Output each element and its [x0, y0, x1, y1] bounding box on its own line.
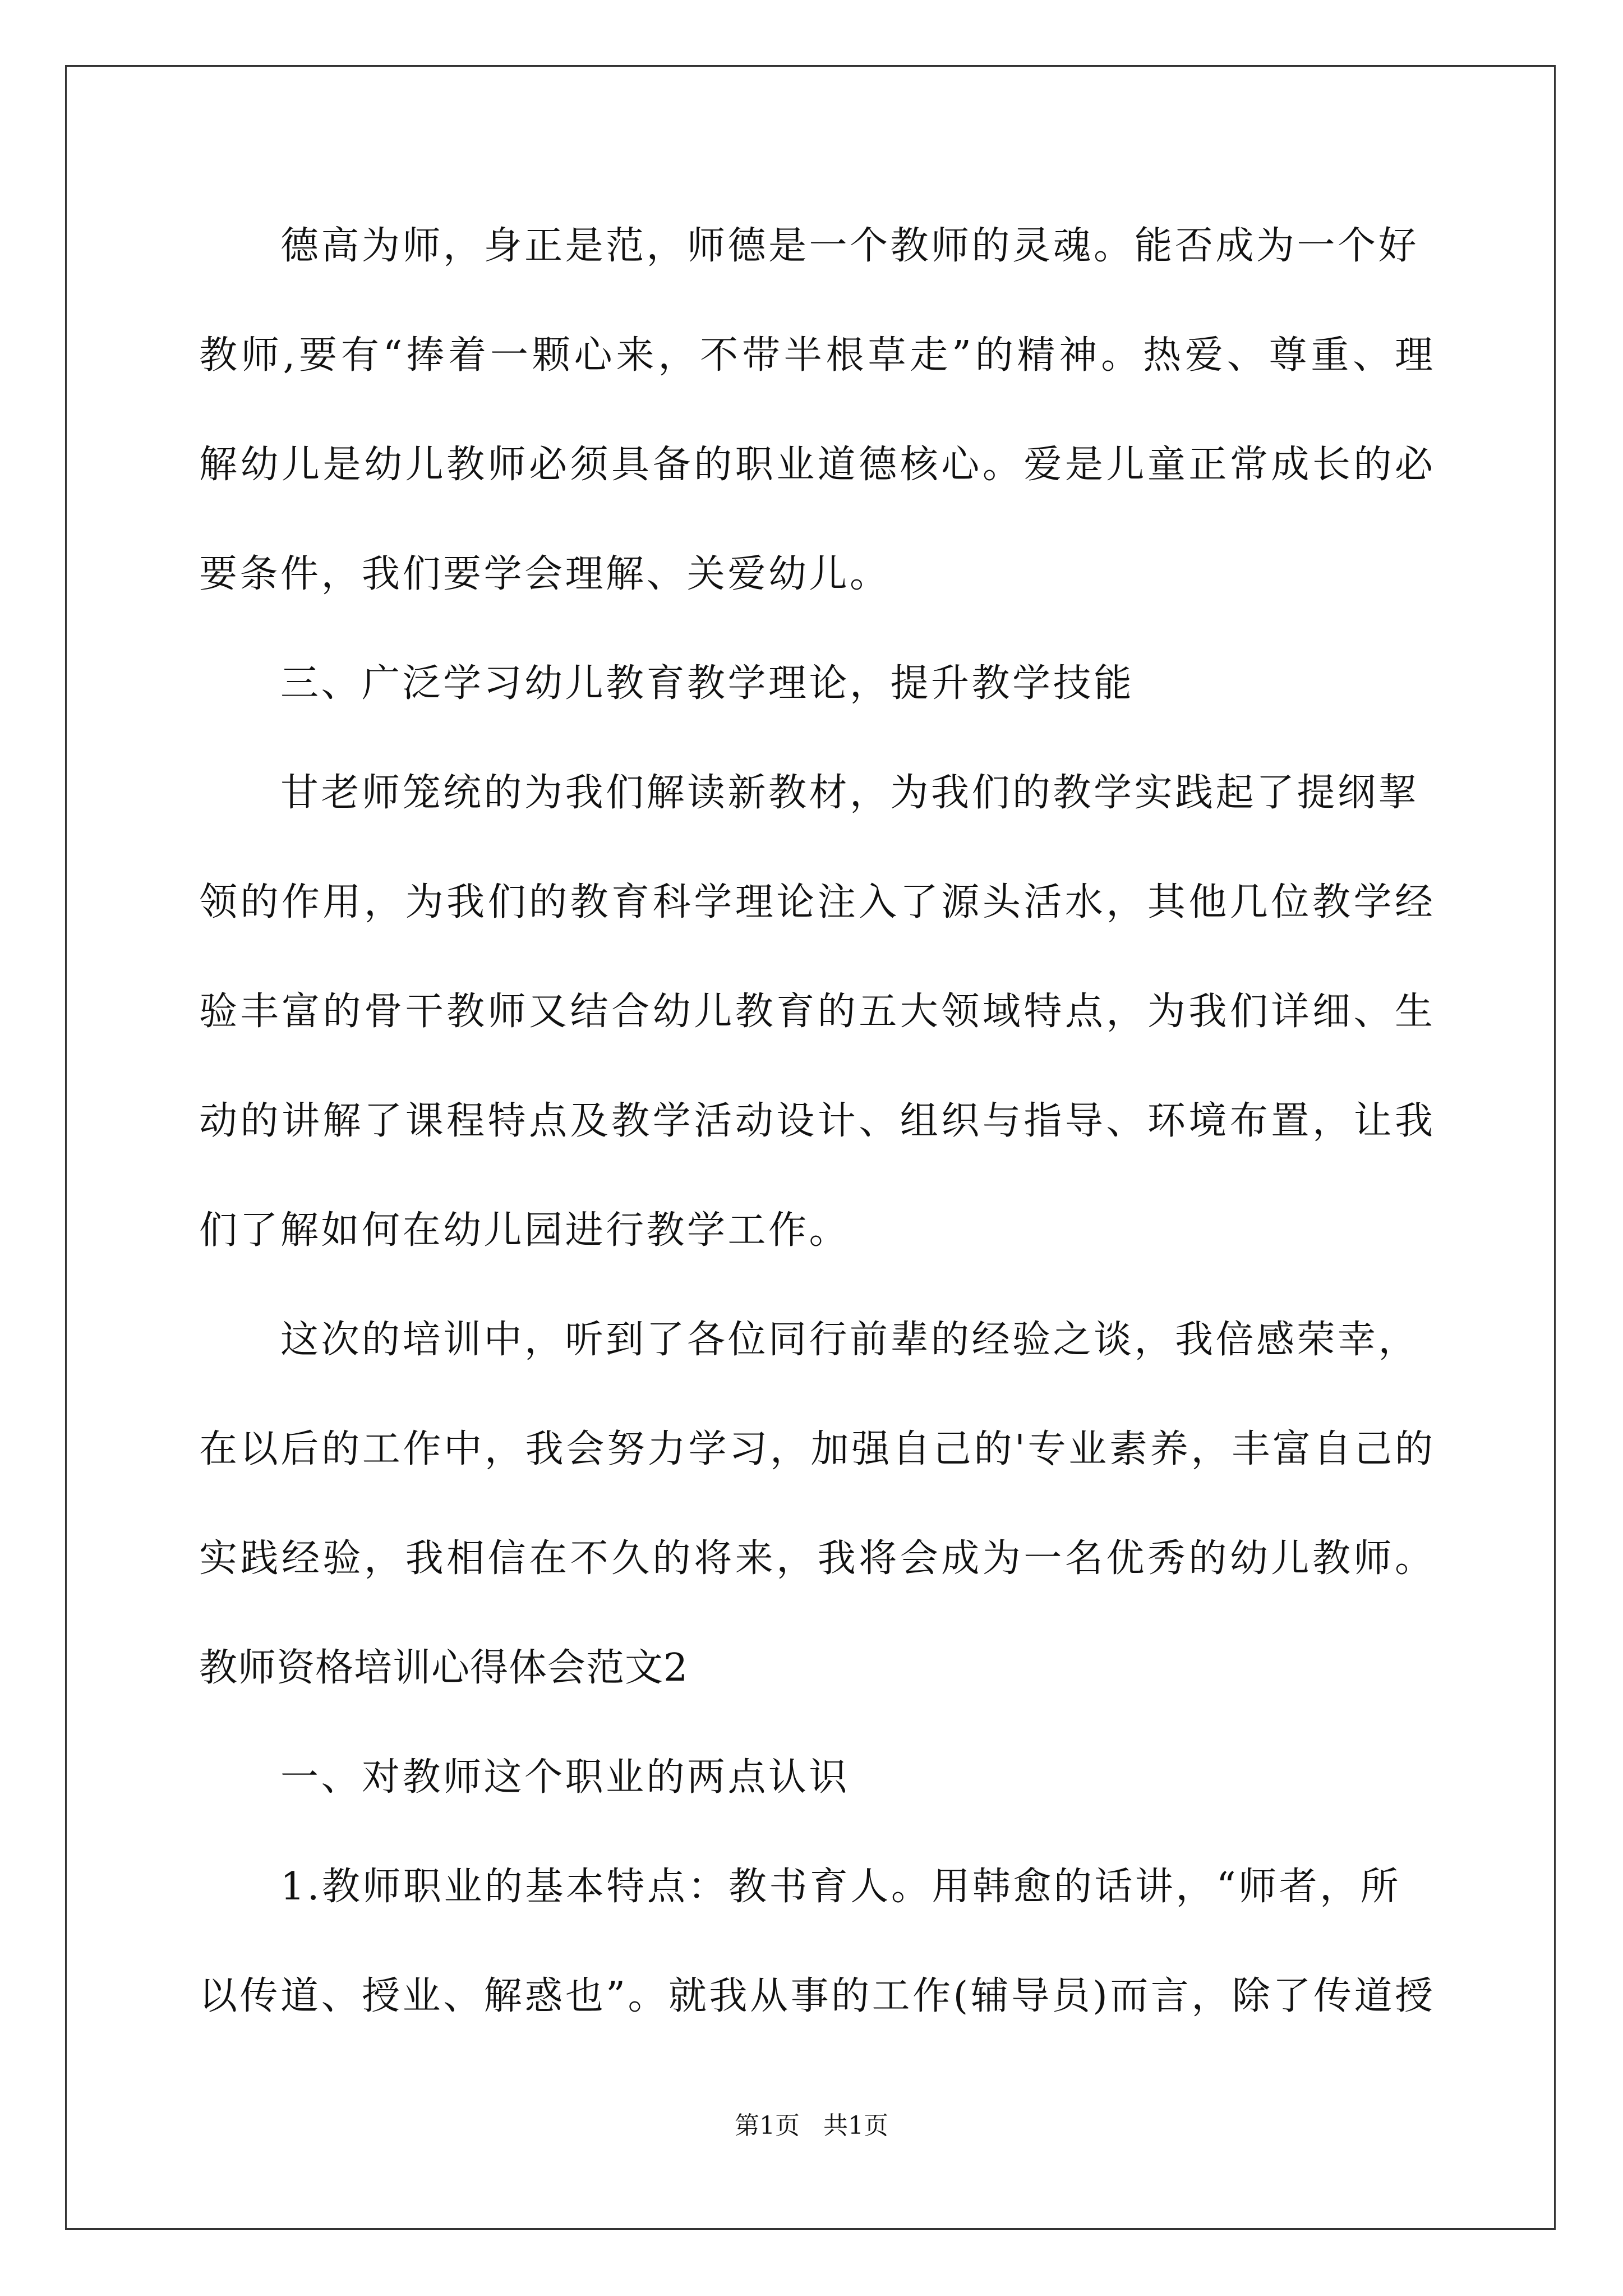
paragraph-line: 们了解如何在幼儿园进行教学工作。: [199, 1208, 850, 1253]
paragraph-line: 以传道、授业、解惑也”。就我从事的工作(辅导员)而言，除了传道授: [199, 1974, 1433, 2018]
section-heading: 三、广泛学习幼儿教育教学理论，提升教学技能: [280, 661, 1135, 706]
page-number: 第1页: [735, 2111, 800, 2140]
paragraph-line: 教师,要有“捧着一颗心来，不带半根草走”的精神。热爱、尊重、理: [199, 333, 1433, 378]
page-footer: [0, 2111, 1623, 2140]
paragraph-line: 动的讲解了课程特点及教学活动设计、组织与指导、环境布置，让我: [199, 1099, 1433, 1143]
paragraph-line: 验丰富的骨干教师又结合幼儿教育的五大领域特点，为我们详细、生: [199, 990, 1433, 1034]
paragraph-line: 甘老师笼统的为我们解读新教材，为我们的教学实践起了提纲挈: [280, 771, 1419, 815]
section-heading: 一、对教师这个职业的两点认识: [280, 1755, 850, 1800]
paragraph-line: 领的作用，为我们的教育科学理论注入了源头活水，其他几位教学经: [199, 880, 1433, 924]
paragraph-line: 实践经验，我相信在不久的将来，我将会成为一名优秀的幼儿教师。: [199, 1536, 1433, 1581]
paragraph-line: 这次的培训中，听到了各位同行前辈的经验之谈，我倍感荣幸，: [280, 1318, 1419, 1362]
paragraph-line: 在以后的工作中，我会努力学习，加强自己的'专业素养，丰富自己的: [199, 1427, 1433, 1471]
paragraph-line: 德高为师，身正是范，师德是一个教师的灵魂。能否成为一个好: [280, 224, 1419, 268]
document-subtitle: 教师资格培训心得体会范文2: [199, 1646, 689, 1690]
page-total: 共1页: [823, 2111, 888, 2140]
paragraph-line: 1.教师职业的基本特点：教书育人。用韩愈的话讲，“师者，所: [280, 1865, 1401, 1909]
paragraph-line: 要条件，我们要学会理解、关爱幼儿。: [199, 552, 891, 596]
paragraph-line: 解幼儿是幼儿教师必须具备的职业道德核心。爱是儿童正常成长的必: [199, 443, 1433, 487]
